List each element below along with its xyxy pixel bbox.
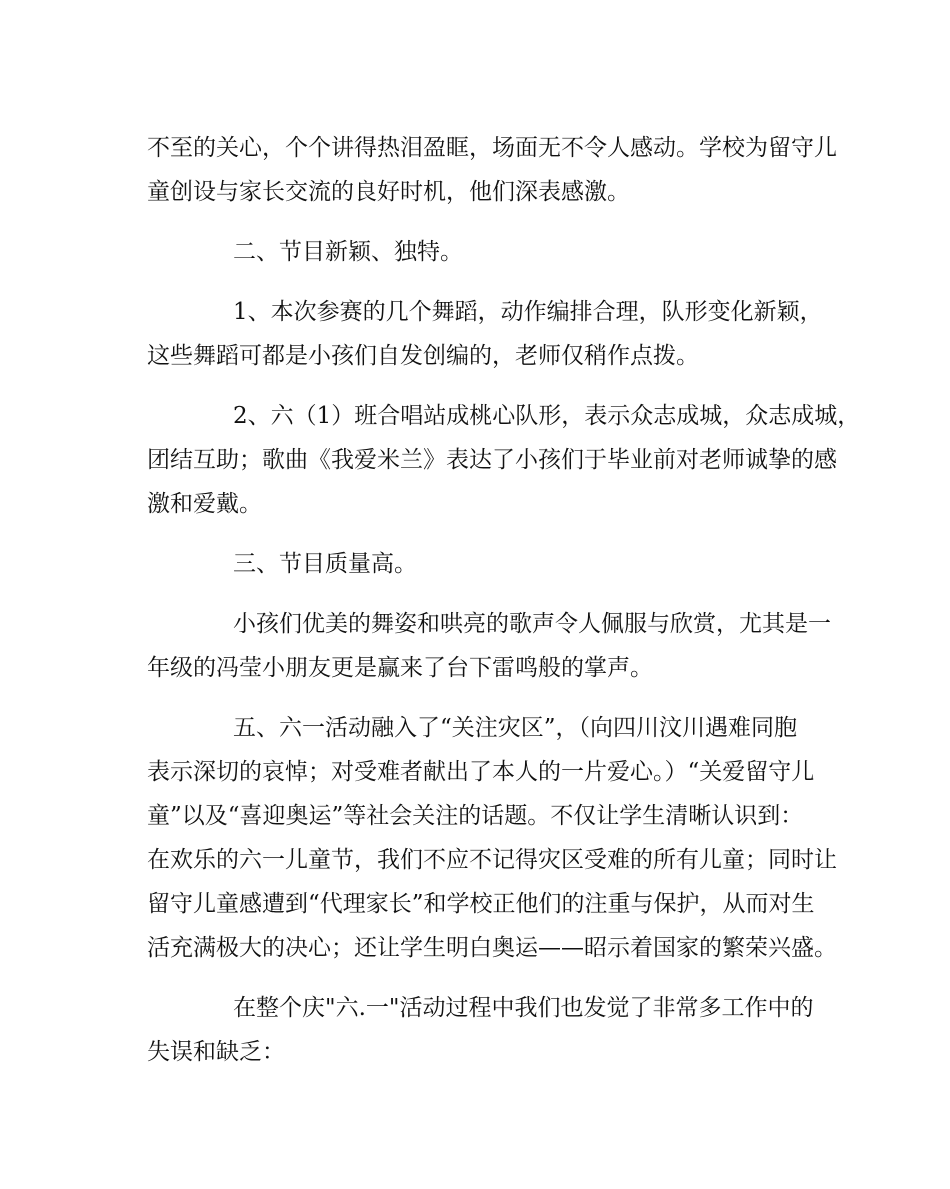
paragraph-p1: [147, 126, 837, 214]
text-line: 留守儿童感遭到“代理家长”和学校正他们的注重与保护，从而对生: [147, 891, 815, 917]
text-line: 五、六一活动融入了“关注灾区”，（向四川汶川遇难同胞: [233, 715, 798, 741]
text-line: 童”以及“喜迎奥运”等社会关注的话题。不仅让学生清晰认识到：: [147, 803, 804, 829]
paragraph-p4: [147, 394, 861, 526]
text-line: 2、六（1）班合唱站成桃心队形，表示众志成城，众志成城，: [233, 403, 861, 429]
text-line: 二、节目新颖、独特。: [233, 239, 463, 265]
paragraph-p8: [147, 986, 812, 1074]
text-line: 1、本次参赛的几个舞蹈，动作编排合理，队形变化新颖，: [233, 299, 823, 325]
text-line: 活充满极大的决心；还让学生明白奥运——昭示着国家的繁荣兴盛。: [147, 935, 837, 961]
text-line: 小孩们优美的舞姿和哄亮的歌声令人佩服与欣赏，尤其是一: [233, 611, 831, 637]
text-line: 三、节目质量高。: [233, 551, 417, 577]
paragraph-p7: [147, 706, 837, 970]
text-line: 童创设与家长交流的良好时机，他们深表感激。: [147, 179, 630, 205]
text-line: 失误和缺乏：: [147, 1039, 285, 1065]
text-line: 激和爱戴。: [147, 491, 262, 517]
paragraph-p6: [147, 602, 831, 690]
text-line: 在整个庆"六.一"活动过程中我们也发觉了非常多工作中的: [233, 995, 814, 1021]
paragraph-p2: [147, 230, 812, 274]
document-body: [147, 126, 861, 1090]
text-line: 年级的冯莹小朋友更是赢来了台下雷鸣般的掌声。: [147, 655, 653, 681]
paragraph-p3: [147, 290, 823, 378]
text-line: 这些舞蹈可都是小孩们自发创编的，老师仅稍作点拨。: [147, 343, 699, 369]
text-line: 表示深切的哀悼；对受难者献出了本人的一片爱心。）“关爱留守儿: [147, 759, 815, 785]
text-line: 在欢乐的六一儿童节，我们不应不记得灾区受难的所有儿童；同时让: [147, 847, 837, 873]
text-line: 不至的关心，个个讲得热泪盈眶，场面无不令人感动。学校为留守儿: [147, 135, 837, 161]
paragraph-p5: [147, 542, 812, 586]
text-line: 团结互助；歌曲《我爱米兰》表达了小孩们于毕业前对老师诚挚的感: [147, 447, 837, 473]
